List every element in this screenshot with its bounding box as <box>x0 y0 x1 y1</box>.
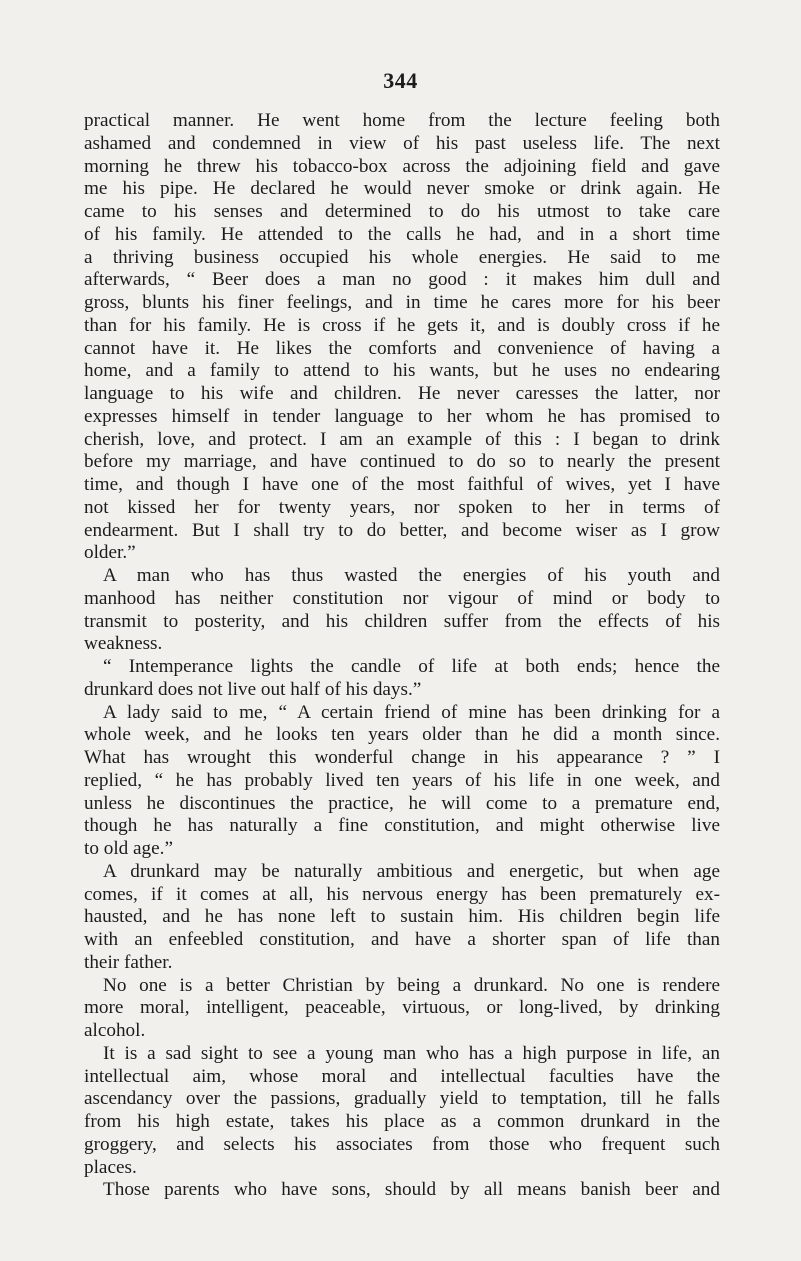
text-line: a thriving business occupied his whole energies. He said to me <box>84 246 720 268</box>
text-line: hausted, and he has none left to sustain him. His children begin life <box>84 906 720 928</box>
text-line: transmit to posterity, and his children suffer from the effects of his <box>84 610 720 632</box>
text-line: gross, blunts his finer feelings, and in time he cares more for his beer <box>84 292 720 313</box>
text-line: endearment. But I shall try to do better, and become wiser as I grow <box>84 519 720 541</box>
text-line: whole week, and he looks ten years older than he did a month since. <box>84 724 720 746</box>
text-line: home, and a family to attend to his wants, but he uses no endearing <box>84 360 720 382</box>
body-text <box>84 110 720 1202</box>
text-line: drunkard does not live out half of his days.” <box>84 678 422 700</box>
text-line: more moral, intelligent, peaceable, virtuous, or long-lived, by drinking <box>84 997 720 1019</box>
text-line: intellectual aim, whose moral and intellectual faculties have the <box>84 1065 720 1087</box>
text-line: groggery, and selects his associates from those who frequent such <box>84 1133 720 1155</box>
text-line: afterwards, “ Beer does a man no good : it makes him dull and <box>84 269 720 291</box>
text-line: than for his family. He is cross if he gets it, and is doubly cross if he <box>84 314 720 336</box>
text-line: practical manner. He went home from the lecture feeling both <box>84 110 720 131</box>
text-line: to old age.” <box>84 838 173 859</box>
text-line: older.” <box>84 542 136 564</box>
text-line: It is a sad sight to see a young man who has a high purpose in life, an <box>103 1042 720 1064</box>
text-line: comes, if it comes at all, his nervous energy has been prematurely ex- <box>84 883 720 905</box>
text-line: their father. <box>84 951 173 973</box>
text-line: with an enfeebled constitution, and have a shorter span of life than <box>84 929 720 950</box>
text-line: alcohol. <box>84 1020 146 1041</box>
text-line: ashamed and condemned in view of his past useless life. The next <box>84 132 720 154</box>
text-line: replied, “ he has probably lived ten years of his life in one week, and <box>84 769 720 791</box>
text-line: cannot have it. He likes the comforts and convenience of having a <box>84 337 720 359</box>
text-line: though he has naturally a fine constitution, and might otherwise live <box>84 815 720 837</box>
text-line: before my marriage, and have continued to do so to nearly the present <box>84 451 720 473</box>
text-line: language to his wife and children. He never caresses the latter, nor <box>84 383 720 404</box>
text-line: weakness. <box>84 633 163 655</box>
text-line: places. <box>84 1156 137 1178</box>
text-line: manhood has neither constitution nor vigour of mind or body to <box>84 587 720 609</box>
text-line: A drunkard may be naturally ambitious and energetic, but when age <box>103 860 720 882</box>
text-line: unless he discontinues the practice, he will come to a premature end, <box>84 792 720 814</box>
text-line: morning he threw his tobacco-box across the adjoining field and gave <box>84 155 720 177</box>
text-line: What has wrought this wonderful change in his appearance ? ” I <box>84 747 720 768</box>
text-line: came to his senses and determined to do his utmost to take care <box>84 201 720 222</box>
text-line: time, and though I have one of the most faithful of wives, yet I have <box>84 474 720 495</box>
text-line: “ Intemperance lights the candle of life at both ends; hence the <box>103 656 720 677</box>
text-line: of his family. He attended to the calls he had, and in a short time <box>84 223 720 245</box>
text-line: not kissed her for twenty years, nor spoken to her in terms of <box>84 496 720 518</box>
text-line: Those parents who have sons, should by all means banish beer and <box>103 1179 720 1201</box>
text-line: from his high estate, takes his place as a common drunkard in the <box>84 1111 720 1132</box>
text-line: No one is a better Christian by being a drunkard. No one is rendere <box>103 974 720 996</box>
text-line: expresses himself in tender language to her whom he has promised to <box>84 405 720 427</box>
text-line: ascendancy over the passions, gradually yield to temptation, till he falls <box>84 1088 720 1110</box>
text-line: me his pipe. He declared he would never smoke or drink again. He <box>84 178 720 200</box>
text-line: cherish, love, and protect. I am an example of this : I began to drink <box>84 428 720 450</box>
text-line: A lady said to me, “ A certain friend of mine has been drinking for a <box>103 701 720 723</box>
page-number: 344 <box>383 68 418 93</box>
text-line: A man who has thus wasted the energies of his youth and <box>103 565 720 586</box>
